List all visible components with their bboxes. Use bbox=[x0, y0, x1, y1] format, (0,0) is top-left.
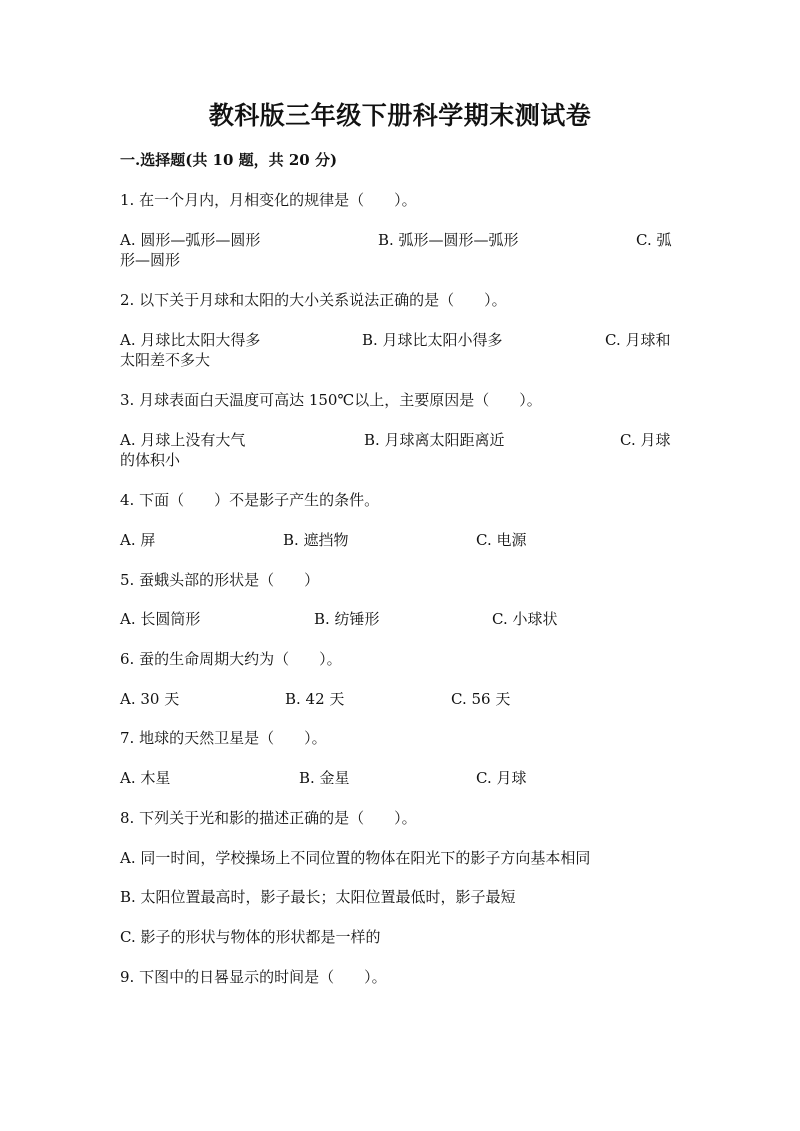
question-8: 8. 下列关于光和影的描述正确的是（ ）。 bbox=[120, 809, 417, 827]
question-1-option-a: A. 圆形—弧形—圆形 bbox=[120, 231, 261, 249]
question-6: 6. 蚕的生命周期大约为（ ）。 bbox=[120, 650, 342, 668]
question-3-option-b: B. 月球离太阳距离近 bbox=[364, 431, 505, 449]
question-6-option-b: B. 42 天 bbox=[285, 690, 345, 708]
question-2-option-b: B. 月球比太阳小得多 bbox=[362, 331, 503, 349]
question-7-option-b: B. 金星 bbox=[299, 769, 350, 787]
page-title: 教科版三年级下册科学期末测试卷 bbox=[208, 101, 592, 130]
question-5-option-b: B. 纺锤形 bbox=[314, 610, 380, 628]
question-2: 2. 以下关于月球和太阳的大小关系说法正确的是（ ）。 bbox=[120, 291, 507, 309]
question-1: 1. 在一个月内，月相变化的规律是（ ）。 bbox=[120, 191, 417, 209]
question-5: 5. 蚕蛾头部的形状是（ ） bbox=[120, 571, 320, 589]
question-8-option-c: C. 影子的形状与物体的形状都是一样的 bbox=[120, 928, 381, 946]
question-5-option-a: A. 长圆筒形 bbox=[120, 610, 201, 628]
question-5-option-c: C. 小球状 bbox=[492, 610, 558, 628]
question-2-option-c: C. 月球和 bbox=[605, 331, 671, 349]
question-3-option-c-wrap: 的体积小 bbox=[120, 451, 181, 469]
question-1-option-c: C. 弧 bbox=[636, 231, 672, 249]
question-1-option-c-wrap: 形—圆形 bbox=[120, 251, 181, 269]
question-8-option-a: A. 同一时间，学校操场上不同位置的物体在阳光下的影子方向基本相同 bbox=[120, 849, 591, 867]
question-6-option-c: C. 56 天 bbox=[451, 690, 511, 708]
question-3-option-c: C. 月球 bbox=[620, 431, 671, 449]
question-8-option-b: B. 太阳位置最高时，影子最长；太阳位置最低时，影子最短 bbox=[120, 888, 516, 906]
question-4-option-a: A. 屏 bbox=[120, 531, 156, 549]
question-4: 4. 下面（ ）不是影子产生的条件。 bbox=[120, 491, 380, 509]
question-6-option-a: A. 30 天 bbox=[120, 690, 180, 708]
question-3-option-a: A. 月球上没有大气 bbox=[120, 431, 246, 449]
question-4-option-b: B. 遮挡物 bbox=[283, 531, 349, 549]
question-3: 3. 月球表面白天温度可高达 150℃以上，主要原因是（ ）。 bbox=[120, 391, 542, 409]
question-9: 9. 下图中的日晷显示的时间是（ ）。 bbox=[120, 968, 387, 986]
question-7-option-c: C. 月球 bbox=[476, 769, 527, 787]
question-2-option-a: A. 月球比太阳大得多 bbox=[120, 331, 261, 349]
question-1-option-b: B. 弧形—圆形—弧形 bbox=[378, 231, 519, 249]
question-2-option-c-wrap: 太阳差不多大 bbox=[120, 351, 211, 369]
question-7-option-a: A. 木星 bbox=[120, 769, 171, 787]
section-heading: 一.选择题(共 10 题，共 20 分) bbox=[120, 151, 338, 169]
question-4-option-c: C. 电源 bbox=[476, 531, 527, 549]
question-7: 7. 地球的天然卫星是（ ）。 bbox=[120, 729, 327, 747]
